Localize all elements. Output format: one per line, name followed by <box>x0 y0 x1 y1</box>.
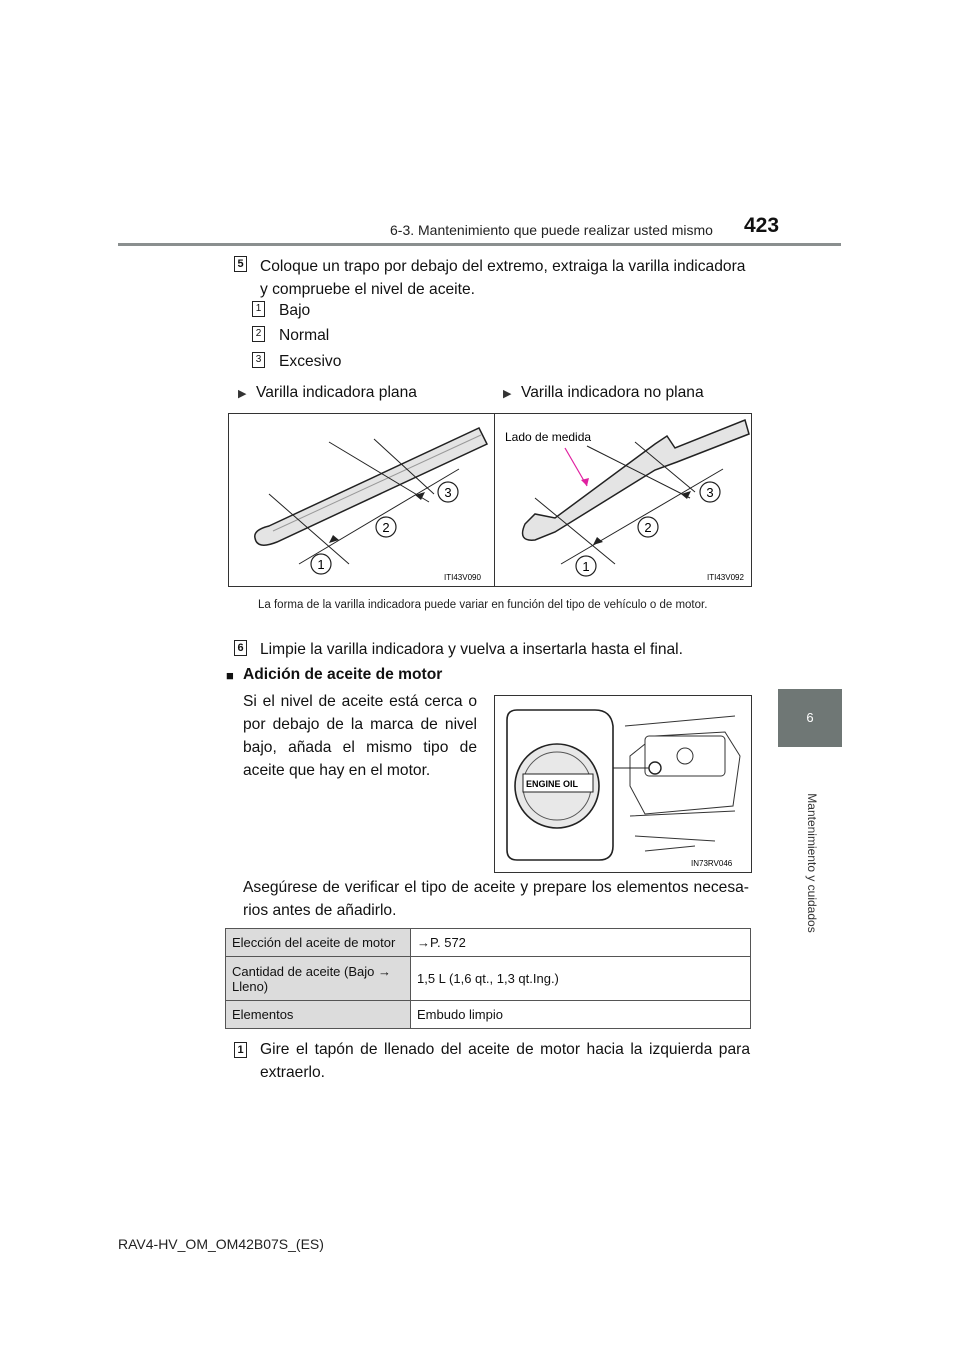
step-number-1: 1 <box>234 1042 247 1058</box>
flat-dipstick-illustration <box>229 414 494 586</box>
triangle-bullet-icon: ▶ <box>503 388 512 400</box>
step-number-5: 5 <box>234 256 247 272</box>
section-square-icon: ■ <box>226 668 234 683</box>
mark-2: 2 <box>644 520 652 535</box>
mark-1: 1 <box>582 559 590 574</box>
section-title: 6-3. Mantenimiento que puede realizar usted mismo <box>390 222 713 238</box>
nonflat-dipstick-illustration <box>495 414 751 586</box>
cap-label: ENGINE OIL <box>526 779 579 789</box>
level-number-3: 3 <box>252 352 265 368</box>
step-number-6: 6 <box>234 640 247 656</box>
level-label-normal: Normal <box>279 327 330 344</box>
triangle-bullet-icon: ▶ <box>238 388 247 400</box>
figure-code: ITI43V092 <box>707 573 744 582</box>
page-number: 423 <box>744 214 780 237</box>
section-heading: Adición de aceite de motor <box>243 666 443 683</box>
section-paragraph: Si el nivel de aceite está cerca o por debajo de la marca de nivel bajo, añada el mismo tipo de aceite que hay en el motor. <box>243 693 477 779</box>
mark-2: 2 <box>382 520 390 535</box>
table-row <box>226 957 751 1001</box>
chapter-label: Mantenimiento y cuidados <box>805 793 819 933</box>
oil-cap-figure <box>494 695 752 873</box>
step1-text: Gire el tapón de llenado del aceite de motor hacia la izquierda para extraerlo. <box>260 1041 750 1081</box>
level-number-1: 1 <box>252 301 265 317</box>
chapter-tab: 6 <box>778 689 842 747</box>
level-label-excess: Excesivo <box>279 353 342 370</box>
table-value: 1,5 L (1,6 qt., 1,3 qt.Ing.) <box>411 957 751 1001</box>
table-row <box>226 1001 751 1029</box>
nonflat-dipstick-figure <box>494 413 752 587</box>
nonflat-dipstick-title: Varilla indicadora no plana <box>521 384 704 401</box>
oil-spec-table <box>225 928 751 1029</box>
table-row <box>226 929 751 957</box>
level-number-2: 2 <box>252 326 265 342</box>
flat-dipstick-title: Varilla indicadora plana <box>256 384 417 401</box>
header-rule <box>118 243 841 246</box>
table-key: Elección del aceite de motor <box>226 929 411 957</box>
mark-1: 1 <box>317 557 325 572</box>
figure-code: IN73RV046 <box>691 859 733 868</box>
table-value: →P. 572 <box>411 929 751 957</box>
figure-code: ITI43V090 <box>444 573 481 582</box>
table-value: Embudo limpio <box>411 1001 751 1029</box>
step6-text: Limpie la varilla indicadora y vuelva a insertarla hasta el final. <box>260 641 683 658</box>
mark-3: 3 <box>444 485 452 500</box>
measure-side-label: Lado de medida <box>505 430 592 444</box>
document-code: RAV4-HV_OM_OM42B07S_(ES) <box>118 1236 324 1252</box>
flat-dipstick-figure <box>228 413 495 587</box>
mark-3: 3 <box>706 485 714 500</box>
oil-cap-illustration <box>495 696 751 872</box>
level-label-low: Bajo <box>279 302 311 319</box>
table-key: Cantidad de aceite (Bajo → Lleno) <box>226 957 411 1001</box>
step5-text: Coloque un trapo por debajo del extremo, extraiga la varilla indicadora y compruebe el nivel de aceite. <box>260 258 746 298</box>
table-key: Elementos <box>226 1001 411 1029</box>
figure-note: La forma de la varilla indicadora puede variar en función del tipo de vehículo o de motor. <box>258 599 708 611</box>
section-paragraph-2: Asegúrese de verificar el tipo de aceite y prepare los elementos necesa-rios antes de añadirlo. <box>243 879 749 919</box>
